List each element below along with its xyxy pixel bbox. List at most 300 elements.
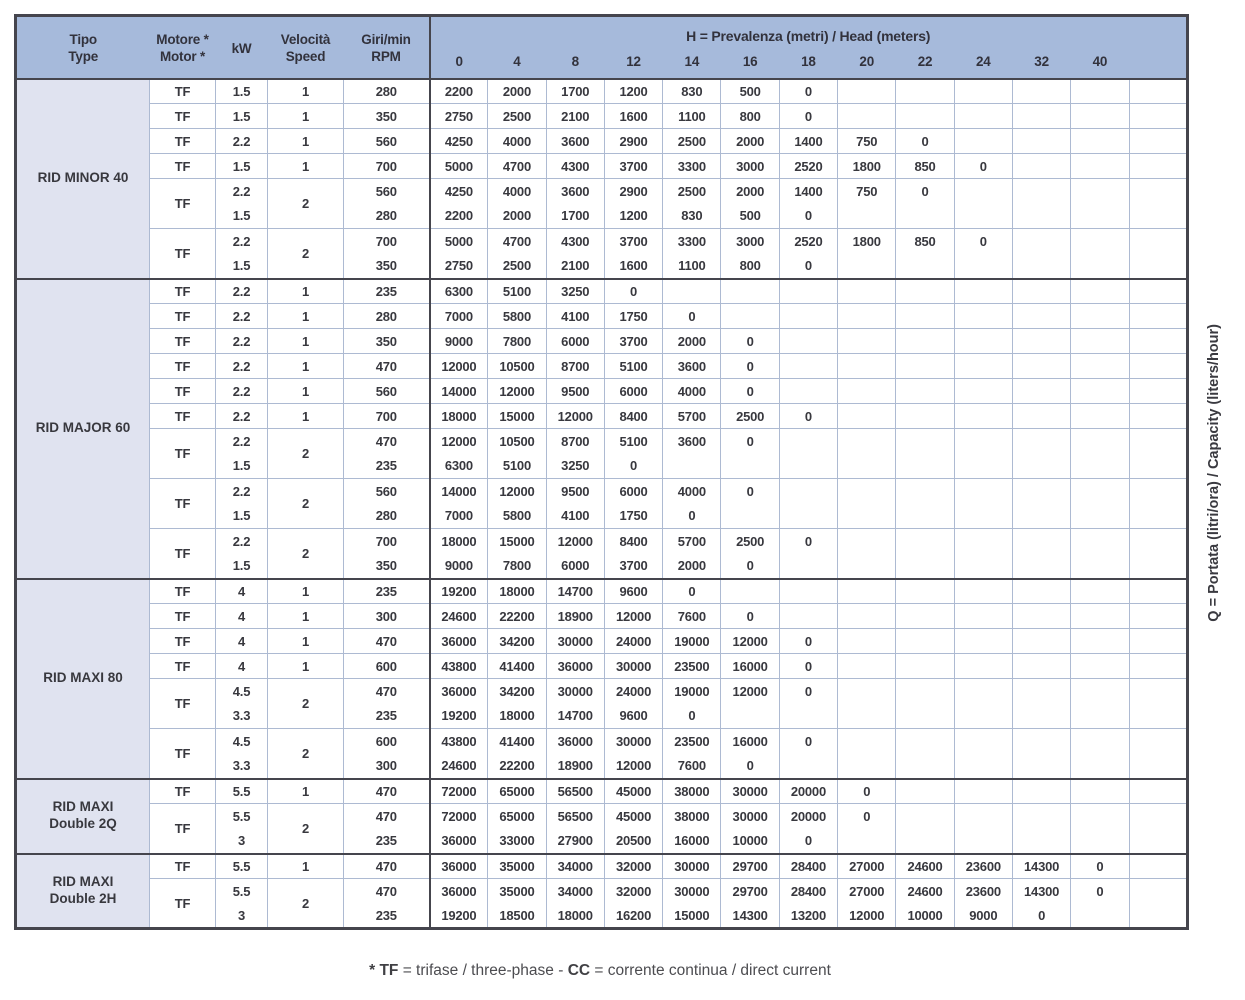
value-cell: 2750 [430, 254, 488, 279]
h-col-20: 20 [838, 52, 896, 79]
empty-cell [1071, 329, 1129, 354]
empty-cell [779, 354, 837, 379]
empty-cell [954, 754, 1012, 779]
empty-cell [1129, 479, 1187, 504]
rpm-cell: 280 [344, 79, 430, 104]
empty-cell [1071, 554, 1129, 579]
empty-cell [1071, 679, 1129, 704]
empty-cell [838, 354, 896, 379]
value-cell: 18000 [546, 904, 604, 929]
speed-cell: 1 [268, 379, 344, 404]
value-cell: 14300 [1012, 854, 1070, 879]
col-header-tipo: Tipo Type [16, 16, 150, 79]
rpm-cell: 700 [344, 229, 430, 254]
value-cell: 1750 [604, 304, 662, 329]
empty-cell [896, 579, 954, 604]
empty-cell [1012, 404, 1070, 429]
empty-cell [954, 354, 1012, 379]
empty-cell [954, 579, 1012, 604]
value-cell: 34200 [488, 679, 546, 704]
empty-cell [1071, 604, 1129, 629]
value-cell: 16000 [721, 654, 779, 679]
speed-cell: 1 [268, 79, 344, 104]
value-cell: 34200 [488, 629, 546, 654]
table-row [16, 354, 1188, 379]
capacity-label-rest: = Portata (litri/ora) / Capacity (liters/hour) [1206, 324, 1222, 611]
kw-cell: 1.5 [216, 204, 268, 229]
kw-cell: 2.2 [216, 479, 268, 504]
motor-cell: TF [150, 854, 216, 879]
value-cell: 0 [838, 779, 896, 804]
value-cell: 9500 [546, 379, 604, 404]
empty-cell [1129, 229, 1187, 254]
motor-cell: TF [150, 679, 216, 729]
kw-cell: 5.5 [216, 779, 268, 804]
empty-cell [1012, 629, 1070, 654]
value-cell: 18000 [488, 579, 546, 604]
empty-cell [1012, 829, 1070, 854]
table-row [16, 229, 1188, 254]
table-header [16, 16, 1188, 79]
value-cell: 0 [896, 179, 954, 204]
value-cell: 830 [663, 79, 721, 104]
value-cell: 3600 [546, 179, 604, 204]
value-cell: 3000 [721, 229, 779, 254]
value-cell: 22200 [488, 604, 546, 629]
value-cell: 0 [954, 229, 1012, 254]
value-cell: 3300 [663, 154, 721, 179]
table-row [16, 429, 1188, 454]
rpm-cell: 235 [344, 829, 430, 854]
empty-cell [1129, 754, 1187, 779]
empty-cell [896, 729, 954, 754]
rpm-cell: 280 [344, 304, 430, 329]
empty-cell [1012, 579, 1070, 604]
empty-cell [1071, 654, 1129, 679]
empty-cell [896, 554, 954, 579]
value-cell: 30000 [721, 779, 779, 804]
value-cell: 18500 [488, 904, 546, 929]
empty-cell [838, 679, 896, 704]
empty-cell [1071, 729, 1129, 754]
empty-cell [954, 729, 1012, 754]
col-header-head-meters [430, 16, 1188, 52]
value-cell: 14000 [430, 479, 488, 504]
value-cell: 2200 [430, 204, 488, 229]
speed-cell: 2 [268, 479, 344, 529]
rpm-cell: 470 [344, 429, 430, 454]
value-cell: 4700 [488, 229, 546, 254]
empty-cell [954, 79, 1012, 104]
empty-cell [1129, 679, 1187, 704]
empty-cell [779, 754, 837, 779]
value-cell: 5800 [488, 304, 546, 329]
rpm-cell: 235 [344, 704, 430, 729]
value-cell: 4300 [546, 229, 604, 254]
value-cell: 19200 [430, 904, 488, 929]
performance-table [14, 14, 1189, 930]
empty-cell [896, 679, 954, 704]
speed-cell: 1 [268, 579, 344, 604]
empty-cell [1129, 504, 1187, 529]
empty-cell [1012, 754, 1070, 779]
table-row [16, 154, 1188, 179]
empty-cell [896, 829, 954, 854]
value-cell: 3600 [663, 354, 721, 379]
value-cell: 7800 [488, 554, 546, 579]
table-row [16, 804, 1188, 829]
value-cell: 3000 [721, 154, 779, 179]
speed-cell: 1 [268, 279, 344, 304]
empty-cell [838, 654, 896, 679]
kw-cell: 4 [216, 629, 268, 654]
value-cell: 4000 [663, 479, 721, 504]
table-row [16, 279, 1188, 304]
empty-cell [954, 629, 1012, 654]
value-cell: 4700 [488, 154, 546, 179]
value-cell: 2500 [488, 104, 546, 129]
value-cell: 1800 [838, 154, 896, 179]
value-cell: 0 [779, 654, 837, 679]
value-cell: 5100 [604, 354, 662, 379]
empty-cell [779, 454, 837, 479]
empty-cell [1012, 479, 1070, 504]
value-cell: 15000 [488, 529, 546, 554]
empty-cell [954, 654, 1012, 679]
empty-cell [1129, 279, 1187, 304]
value-cell: 72000 [430, 779, 488, 804]
table-body [16, 79, 1188, 929]
empty-cell [1012, 554, 1070, 579]
empty-cell [663, 279, 721, 304]
table-row [16, 479, 1188, 504]
empty-cell [1129, 329, 1187, 354]
empty-cell [1012, 229, 1070, 254]
table-row [16, 379, 1188, 404]
rpm-cell: 350 [344, 254, 430, 279]
empty-cell [1012, 329, 1070, 354]
speed-cell: 2 [268, 679, 344, 729]
table-row [16, 129, 1188, 154]
empty-cell [954, 279, 1012, 304]
empty-cell [779, 554, 837, 579]
value-cell: 45000 [604, 804, 662, 829]
motor-cell: TF [150, 429, 216, 479]
empty-cell [838, 429, 896, 454]
empty-cell [1129, 429, 1187, 454]
value-cell: 5800 [488, 504, 546, 529]
empty-cell [1129, 779, 1187, 804]
speed-cell: 2 [268, 229, 344, 279]
value-cell: 16000 [663, 829, 721, 854]
rpm-cell: 600 [344, 654, 430, 679]
empty-cell [1071, 529, 1129, 554]
empty-cell [1012, 154, 1070, 179]
empty-cell [1071, 379, 1129, 404]
value-cell: 10500 [488, 429, 546, 454]
speed-cell: 1 [268, 604, 344, 629]
rpm-cell: 560 [344, 479, 430, 504]
empty-cell [954, 129, 1012, 154]
value-cell: 12000 [546, 404, 604, 429]
value-cell: 28400 [779, 879, 837, 904]
value-cell: 0 [721, 329, 779, 354]
empty-cell [838, 529, 896, 554]
kw-cell: 2.2 [216, 379, 268, 404]
value-cell: 7000 [430, 304, 488, 329]
kw-cell: 3.3 [216, 704, 268, 729]
motor-cell: TF [150, 229, 216, 279]
value-cell: 34000 [546, 879, 604, 904]
performance-table-wrap [14, 14, 1186, 930]
value-cell: 35000 [488, 854, 546, 879]
value-cell: 0 [1012, 904, 1070, 929]
kw-cell: 4 [216, 604, 268, 629]
empty-cell [896, 804, 954, 829]
value-cell: 3300 [663, 229, 721, 254]
rpm-cell: 700 [344, 529, 430, 554]
value-cell: 18900 [546, 604, 604, 629]
empty-cell [779, 704, 837, 729]
empty-cell [838, 279, 896, 304]
value-cell: 7600 [663, 604, 721, 629]
empty-cell [1129, 204, 1187, 229]
speed-cell: 2 [268, 529, 344, 579]
value-cell: 6000 [604, 379, 662, 404]
table-row [16, 104, 1188, 129]
value-cell: 30000 [546, 629, 604, 654]
value-cell: 33000 [488, 829, 546, 854]
group-label: RID MAXI Double 2H [16, 854, 150, 929]
value-cell: 24000 [604, 629, 662, 654]
empty-cell [1129, 129, 1187, 154]
motor-cell: TF [150, 529, 216, 579]
value-cell: 29700 [721, 879, 779, 904]
value-cell: 10500 [488, 354, 546, 379]
value-cell: 41400 [488, 729, 546, 754]
empty-cell [1071, 704, 1129, 729]
value-cell: 0 [721, 479, 779, 504]
value-cell: 5100 [604, 429, 662, 454]
value-cell: 12000 [488, 379, 546, 404]
kw-cell: 4 [216, 579, 268, 604]
empty-cell [1129, 579, 1187, 604]
speed-cell: 1 [268, 854, 344, 879]
empty-cell [1012, 429, 1070, 454]
value-cell: 3600 [546, 129, 604, 154]
empty-cell [954, 679, 1012, 704]
h-col-empty [1129, 52, 1187, 79]
empty-cell [1071, 154, 1129, 179]
value-cell: 0 [721, 754, 779, 779]
empty-cell [838, 329, 896, 354]
empty-cell [896, 529, 954, 554]
empty-cell [1129, 404, 1187, 429]
value-cell: 0 [721, 604, 779, 629]
speed-cell: 1 [268, 404, 344, 429]
value-cell: 2500 [721, 529, 779, 554]
value-cell: 1750 [604, 504, 662, 529]
value-cell: 5000 [430, 154, 488, 179]
value-cell: 0 [1071, 879, 1129, 904]
rpm-cell: 470 [344, 879, 430, 904]
value-cell: 30000 [604, 729, 662, 754]
empty-cell [838, 604, 896, 629]
empty-cell [779, 479, 837, 504]
head-title-bold: H [686, 27, 697, 44]
table-row [16, 79, 1188, 104]
value-cell: 0 [779, 204, 837, 229]
value-cell: 9000 [430, 554, 488, 579]
h-col-40: 40 [1071, 52, 1129, 79]
value-cell: 1100 [663, 104, 721, 129]
value-cell: 2900 [604, 179, 662, 204]
value-cell: 0 [663, 579, 721, 604]
value-cell: 4300 [546, 154, 604, 179]
value-cell: 24600 [430, 604, 488, 629]
value-cell: 500 [721, 79, 779, 104]
value-cell: 18000 [430, 404, 488, 429]
rpm-cell: 300 [344, 754, 430, 779]
empty-cell [1071, 829, 1129, 854]
value-cell: 1200 [604, 79, 662, 104]
rpm-cell: 700 [344, 404, 430, 429]
value-cell: 5000 [430, 229, 488, 254]
kw-cell: 2.2 [216, 329, 268, 354]
empty-cell [1012, 704, 1070, 729]
value-cell: 38000 [663, 779, 721, 804]
empty-cell [1129, 254, 1187, 279]
motor-cell: TF [150, 729, 216, 779]
table-row [16, 729, 1188, 754]
empty-cell [1071, 279, 1129, 304]
empty-cell [1071, 429, 1129, 454]
empty-cell [1012, 379, 1070, 404]
rpm-cell: 350 [344, 554, 430, 579]
value-cell: 14700 [546, 579, 604, 604]
value-cell: 4000 [488, 129, 546, 154]
value-cell: 6300 [430, 279, 488, 304]
motor-cell: TF [150, 79, 216, 104]
empty-cell [896, 779, 954, 804]
value-cell: 7600 [663, 754, 721, 779]
empty-cell [954, 329, 1012, 354]
footnote-tf: * TF [369, 962, 399, 979]
empty-cell [1129, 804, 1187, 829]
table-row [16, 179, 1188, 204]
empty-cell [1071, 129, 1129, 154]
value-cell: 0 [663, 504, 721, 529]
value-cell: 8700 [546, 354, 604, 379]
value-cell: 10000 [896, 904, 954, 929]
value-cell: 0 [1071, 854, 1129, 879]
rpm-cell: 560 [344, 379, 430, 404]
value-cell: 0 [721, 554, 779, 579]
table-row [16, 654, 1188, 679]
group-label: RID MAXI 80 [16, 579, 150, 779]
value-cell: 9000 [430, 329, 488, 354]
empty-cell [896, 454, 954, 479]
value-cell: 2100 [546, 254, 604, 279]
empty-cell [1071, 479, 1129, 504]
empty-cell [1012, 604, 1070, 629]
value-cell: 19200 [430, 704, 488, 729]
empty-cell [1071, 354, 1129, 379]
empty-cell [896, 329, 954, 354]
empty-cell [838, 629, 896, 654]
value-cell: 1200 [604, 204, 662, 229]
empty-cell [838, 79, 896, 104]
empty-cell [896, 704, 954, 729]
table-row [16, 604, 1188, 629]
value-cell: 14000 [430, 379, 488, 404]
empty-cell [954, 829, 1012, 854]
empty-cell [838, 504, 896, 529]
value-cell: 0 [663, 304, 721, 329]
value-cell: 14300 [1012, 879, 1070, 904]
empty-cell [1012, 454, 1070, 479]
empty-cell [896, 379, 954, 404]
empty-cell [1071, 254, 1129, 279]
value-cell: 43800 [430, 729, 488, 754]
empty-cell [1012, 304, 1070, 329]
value-cell: 72000 [430, 804, 488, 829]
value-cell: 23600 [954, 854, 1012, 879]
value-cell: 3700 [604, 329, 662, 354]
value-cell: 10000 [721, 829, 779, 854]
empty-cell [896, 479, 954, 504]
kw-cell: 1.5 [216, 254, 268, 279]
value-cell: 3700 [604, 154, 662, 179]
value-cell: 23500 [663, 654, 721, 679]
value-cell: 28400 [779, 854, 837, 879]
empty-cell [1071, 504, 1129, 529]
value-cell: 800 [721, 104, 779, 129]
value-cell: 2000 [663, 554, 721, 579]
value-cell: 34000 [546, 854, 604, 879]
footnote-text1: = trifase / three-phase - [398, 962, 568, 979]
value-cell: 850 [896, 154, 954, 179]
kw-cell: 1.5 [216, 554, 268, 579]
value-cell: 1400 [779, 129, 837, 154]
empty-cell [896, 79, 954, 104]
value-cell: 22200 [488, 754, 546, 779]
value-cell: 36000 [430, 854, 488, 879]
value-cell: 30000 [546, 679, 604, 704]
empty-cell [779, 579, 837, 604]
empty-cell [1129, 604, 1187, 629]
value-cell: 20000 [779, 804, 837, 829]
empty-cell [838, 829, 896, 854]
value-cell: 41400 [488, 654, 546, 679]
col-header-motore: Motore * Motor * [150, 16, 216, 79]
speed-cell: 1 [268, 104, 344, 129]
table-row [16, 329, 1188, 354]
value-cell: 36000 [430, 879, 488, 904]
value-cell: 2900 [604, 129, 662, 154]
value-cell: 0 [779, 254, 837, 279]
empty-cell [954, 779, 1012, 804]
empty-cell [954, 604, 1012, 629]
value-cell: 2500 [663, 129, 721, 154]
value-cell: 56500 [546, 804, 604, 829]
value-cell: 5700 [663, 404, 721, 429]
value-cell: 0 [779, 79, 837, 104]
value-cell: 2500 [663, 179, 721, 204]
value-cell: 2200 [430, 79, 488, 104]
value-cell: 18900 [546, 754, 604, 779]
empty-cell [838, 579, 896, 604]
